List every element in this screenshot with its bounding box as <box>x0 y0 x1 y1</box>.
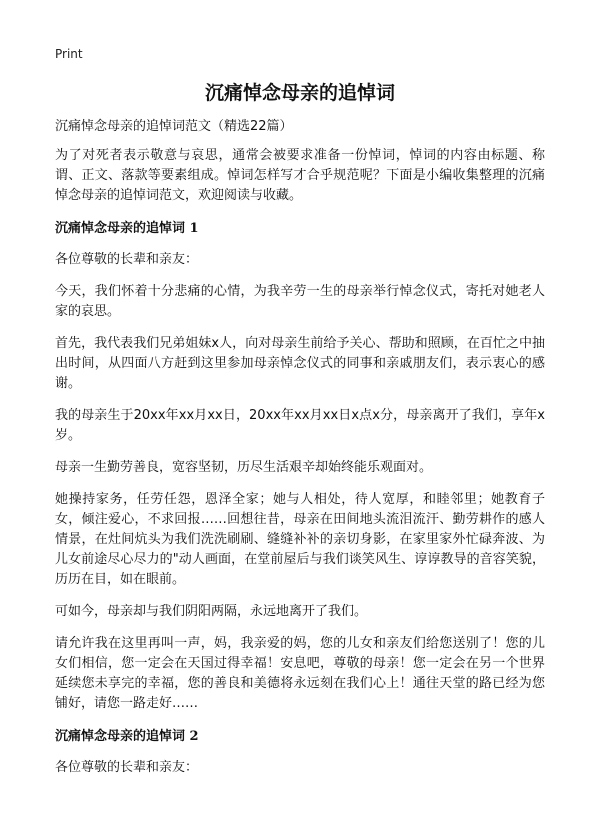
salutation: 各位尊敬的长辈和亲友： <box>55 760 199 775</box>
print-link[interactable]: Print <box>55 47 83 61</box>
body-paragraph: 她操持家务，任劳任怨，恩泽全家；她与人相处，待人宽厚，和睦邻里；她教育子女，倾注爱心，不求回报……回想往昔，母亲在田间地头流泪流汗、勤劳耕作的感人情景，在灶间炕头为我们洗洗刷刷、缝缝补补的亲切身影，在家里家外忙碌奔波、为儿女前途尽心尽力的"动人画面，在堂前屋后与我们谈笑风生、谆谆教导的音容笑貌，历历在目，如在眼前。 <box>55 492 545 587</box>
body-paragraph: 母亲一生勤劳善良，宽容坚韧，历尽生活艰辛却始终能乐观面对。 <box>55 460 433 475</box>
body-paragraph: 今天，我们怀着十分悲痛的心情，为我辛劳一生的母亲举行悼念仪式，寄托对她老人家的哀思。 <box>55 284 545 319</box>
article-subtitle: 沉痛悼念母亲的追悼词范文（精选22篇） <box>55 119 293 134</box>
section-heading: 沉痛悼念母亲的追悼词 1 <box>55 221 199 236</box>
body-paragraph: 请允许我在这里再叫一声，妈，我亲爱的妈，您的儿女和亲友们给您送别了！您的儿女们相信，您一定会在天国过得幸福！安息吧，尊敬的母亲！您一定会在另一个世界延续您未享完的幸福，您的善良和美德将永远刻在我们心上！通往天堂的路已经为您铺好，请您一路走好…… <box>55 636 545 711</box>
salutation: 各位尊敬的长辈和亲友： <box>55 252 199 267</box>
body-paragraph: 我的母亲生于20xx年xx月xx日，20xx年xx月xx日x点x分，母亲离开了我们，享年x岁。 <box>55 408 545 443</box>
page-title: 沉痛悼念母亲的追悼词 <box>204 82 395 104</box>
body-paragraph: 可如今，母亲却与我们阴阳两隔，永远地离开了我们。 <box>55 604 368 619</box>
intro-paragraph: 为了对死者表示敬意与哀思，通常会被要求准备一份悼词，悼词的内容由标题、称谓、正文、落款等要素组成。悼词怎样写才合乎规范呢？下面是小编收集整理的沉痛悼念母亲的追悼词范文，欢迎阅读与收藏。 <box>55 148 545 203</box>
section-heading: 沉痛悼念母亲的追悼词 2 <box>55 729 199 744</box>
body-paragraph: 首先，我代表我们兄弟姐妹x人，向对母亲生前给予关心、帮助和照顾，在百忙之中抽出时间，从四面八方赶到这里参加母亲悼念仪式的同事和亲戚朋友们，表示衷心的感谢。 <box>55 336 545 391</box>
